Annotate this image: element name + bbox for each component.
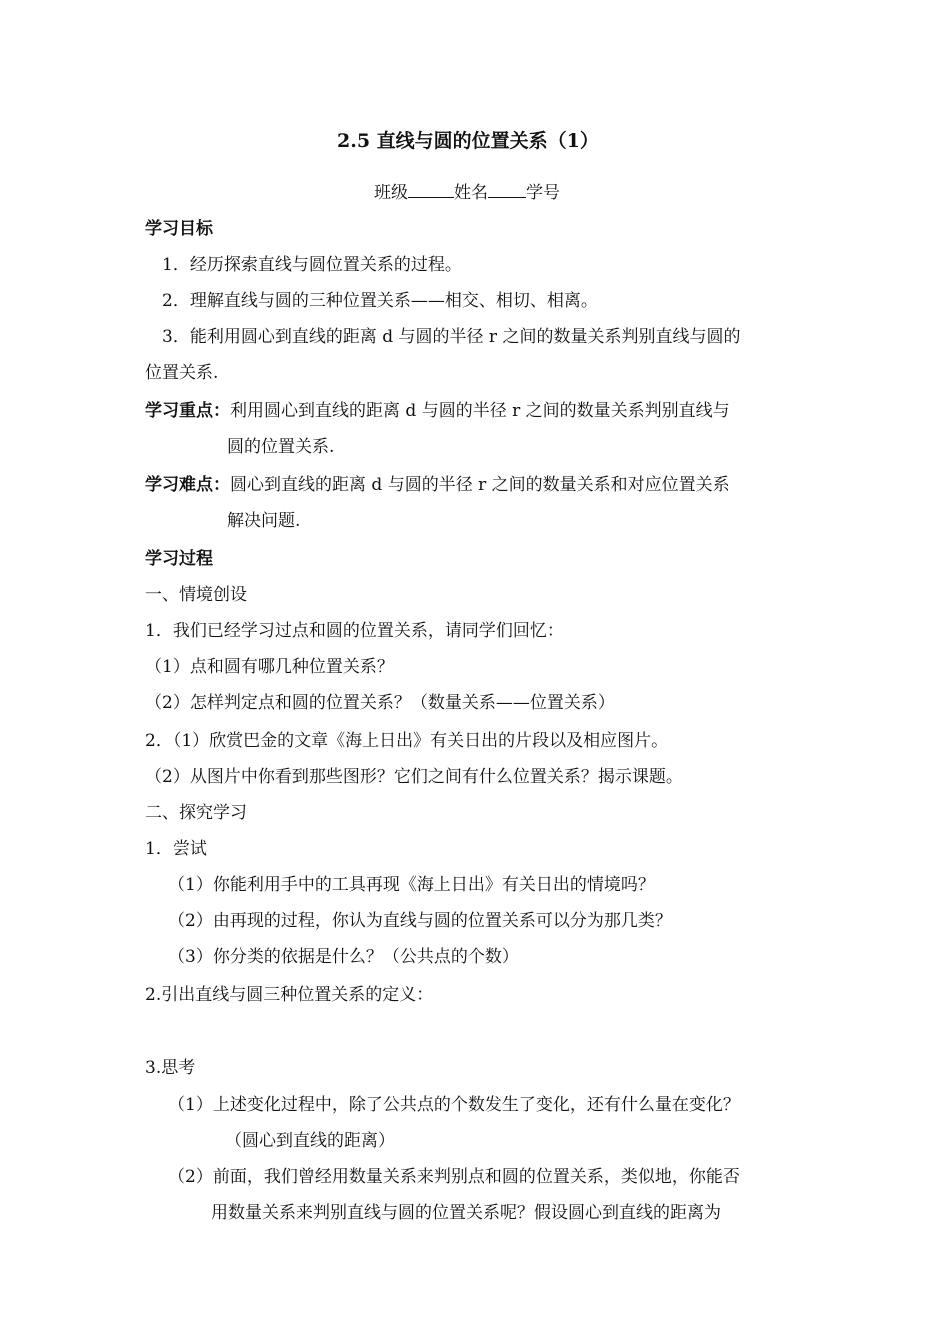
objective-item-continuation: 位置关系. xyxy=(145,363,219,383)
name-label: 姓名 xyxy=(454,183,488,203)
section-heading: 一、情境创设 xyxy=(145,585,247,605)
name-blank xyxy=(488,195,526,198)
student-id-label: 学号 xyxy=(526,183,560,203)
page-title: 2.5 直线与圆的位置关系（1） xyxy=(337,130,599,152)
difficulty-text: 圆心到直线的距离 d 与圆的半径 r 之间的数量关系和对应位置关系 xyxy=(230,475,730,495)
difficulty-text-continued: 解决问题. xyxy=(227,511,301,531)
process-line: 3.思考 xyxy=(145,1058,196,1078)
process-line: （2）从图片中你看到那些图形？它们之间有什么位置关系？揭示课题。 xyxy=(145,767,683,787)
process-line: 1．尝试 xyxy=(145,839,207,859)
process-line: 1．我们已经学习过点和圆的位置关系，请同学们回忆： xyxy=(145,621,564,641)
process-line: （2）前面，我们曾经用数量关系来判别点和圆的位置关系，类似地，你能否 xyxy=(168,1167,740,1187)
process-line: （2）由再现的过程，你认为直线与圆的位置关系可以分为那几类？ xyxy=(168,911,672,931)
objective-item: 3．能利用圆心到直线的距离 d 与圆的半径 r 之间的数量关系判别直线与圆的 xyxy=(162,327,741,347)
process-line: 2.引出直线与圆三种位置关系的定义： xyxy=(145,985,434,1005)
key-point-text: 利用圆心到直线的距离 d 与圆的半径 r 之间的数量关系判别直线与 xyxy=(230,401,730,421)
section-heading: 二、探究学习 xyxy=(145,803,247,823)
student-info-line xyxy=(374,181,560,205)
process-line: （1）上述变化过程中，除了公共点的个数发生了变化，还有什么量在变化？ xyxy=(168,1095,740,1115)
process-heading: 学习过程 xyxy=(145,549,213,569)
key-point-label: 学习重点： xyxy=(145,401,230,421)
key-point-text-continued: 圆的位置关系. xyxy=(227,437,335,457)
process-line: 用数量关系来判别直线与圆的位置关系呢？假设圆心到直线的距离为 xyxy=(211,1203,721,1223)
difficulty xyxy=(145,473,730,497)
objectives-heading: 学习目标 xyxy=(145,219,213,239)
process-line: （3）你分类的依据是什么？（公共点的个数） xyxy=(168,947,519,967)
class-blank xyxy=(408,195,454,198)
process-line: （1）点和圆有哪几种位置关系？ xyxy=(145,657,394,677)
process-line: （1）你能利用手中的工具再现《海上日出》有关日出的情境吗？ xyxy=(168,875,655,895)
process-line: （圆心到直线的距离） xyxy=(225,1131,395,1151)
difficulty-label: 学习难点： xyxy=(145,475,230,495)
objective-item: 1．经历探索直线与圆位置关系的过程。 xyxy=(162,255,462,275)
objective-item: 2．理解直线与圆的三种位置关系——相交、相切、相离。 xyxy=(162,291,598,311)
process-line: 2．（1）欣赏巴金的文章《海上日出》有关日出的片段以及相应图片。 xyxy=(145,731,669,751)
process-line: （2）怎样判定点和圆的位置关系？（数量关系——位置关系） xyxy=(145,693,615,713)
key-point xyxy=(145,399,730,423)
class-label: 班级 xyxy=(374,183,408,203)
